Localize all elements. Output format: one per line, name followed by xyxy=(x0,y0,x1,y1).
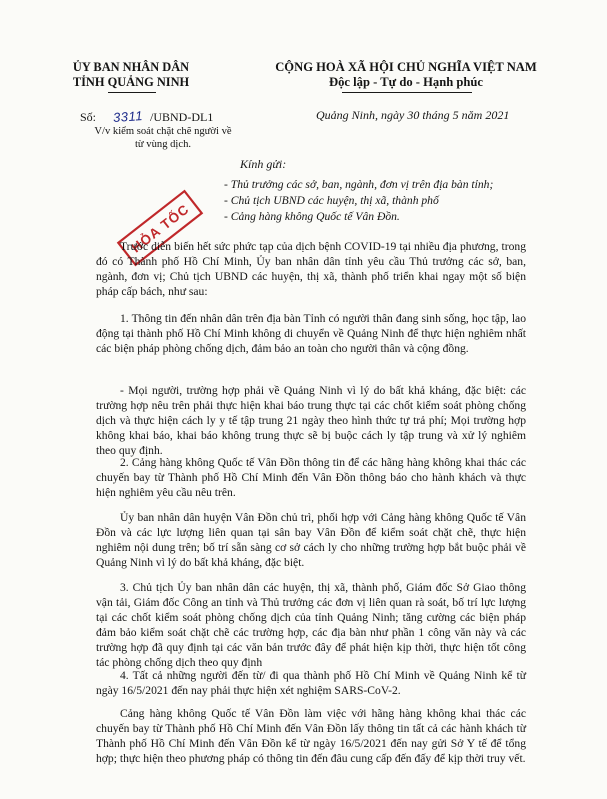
recipient-item: - Cảng hàng không Quốc tế Vân Đồn. xyxy=(224,209,493,225)
issuer-line-1: ỦY BAN NHÂN DÂN xyxy=(72,60,190,74)
issuer-line-2: TỈNH QUẢNG NINH xyxy=(72,75,190,89)
recipient-item: - Thủ trưởng các sở, ban, ngành, đơn vị trên địa bàn tỉnh; xyxy=(224,177,493,193)
subject-line-2: từ vùng dịch. xyxy=(134,139,192,150)
recipient-list xyxy=(224,177,493,225)
subject-line-1: V/v kiểm soát chặt chẽ người về xyxy=(94,126,232,137)
body-paragraph xyxy=(96,239,526,299)
paragraph-text: 4. Tất cả những người đến từ/ đi qua thành phố Hồ Chí Minh về Quảng Ninh kể từ ngày 16/5/2021 đến nay phải thực hiện xét nghiệm SARS-CoV-2. xyxy=(96,669,526,698)
body-paragraph xyxy=(96,383,526,458)
body-paragraph xyxy=(96,311,526,356)
paragraph-text: - Mọi người, trường hợp phải về Quảng Ninh vì lý do bất khả kháng, đặc biệt: các trường hợp nêu trên phải thực hiện khai báo trung thực tại các chốt kiểm soát phòng chống dịch và thực hiện cách ly y tế tập trung 21 ngày theo hình thức tự trả phí; Mọi trường hợp không khai báo, khai báo không trung thực sẽ bị buộc cách ly tập trung và xử lý nghiêm theo quy định. xyxy=(96,384,526,458)
motto-underline xyxy=(342,92,472,93)
body-paragraph xyxy=(96,455,526,500)
body-paragraph xyxy=(96,580,526,671)
body-paragraph xyxy=(96,706,526,766)
place-date: Quảng Ninh, ngày 30 tháng 5 năm 2021 xyxy=(316,108,510,122)
paragraph-text: 2. Cảng hàng không Quốc tế Vân Đồn thông tin để các hãng hàng không khai thác các chuyến bay từ Thành phố Hồ Chí Minh đến Vân Đồn thông báo cho hành khách và thực hiện nghiêm yêu cầu nêu trên. xyxy=(96,456,526,500)
paragraph-text: 3. Chủ tịch Ủy ban nhân dân các huyện, thị xã, thành phố, Giám đốc Sở Giao thông vận tải, Giám đốc Công an tỉnh và Thủ trưởng các đơn vị liên quan rà soát, bố trí lực lượng tại các chốt kiểm soát phòng chống dịch của tỉnh Quảng Ninh; tăng cường các biện pháp đảm bảo kiểm soát chặt chẽ các trường hợp, các địa bàn như phần 1 công văn này và các trường hợp đã quy định tại các văn bản trước đây để phát hiện kịp thời, thực hiện tốt công tác phòng chống dịch theo quy định xyxy=(96,581,526,670)
issuer-underline xyxy=(108,92,156,93)
doc-number-prefix: Số: xyxy=(80,110,97,124)
paragraph-text: Cảng hàng không Quốc tế Vân Đồn làm việc với hãng hàng không khai thác các chuyến bay từ Thành phố Hồ Chí Minh đến Vân Đồn lấy thông tin tất cả các hành khách từ Thành phố Hồ Chí Minh đến Vân Đồn kể từ ngày 16/5/2021 đến nay gửi Sở Y tế để tổng hợp; thực hiện theo phương pháp có thông tin đến đâu cung cấp đến đấy để kịp thời truy vết. xyxy=(96,707,526,766)
paragraph-text: 1. Thông tin đến nhân dân trên địa bàn Tỉnh có người thân đang sinh sống, học tập, lao động tại thành phố Hồ Chí Minh không di chuyển về Quảng Ninh để thực hiện nghiêm nhất các biện pháp phòng chống dịch, đảm bảo an toàn cho người thân và cộng đồng. xyxy=(96,312,526,356)
doc-number-handwritten: 3311 xyxy=(112,107,144,126)
body-paragraph xyxy=(96,668,526,698)
paragraph-text: Trước diễn biến hết sức phức tạp của dịch bệnh COVID-19 tại nhiều địa phương, trong đó có Thành phố Hồ Chí Minh, Ủy ban nhân dân tỉnh yêu cầu Thủ trưởng các sở, ban, ngành, đơn vị; Chủ tịch UBND các huyện, thị xã, thành phố triển khai ngay một số biện pháp cấp bách, như sau: xyxy=(96,240,526,299)
recipient-item: - Chủ tịch UBND các huyện, thị xã, thành phố xyxy=(224,193,493,209)
national-title: CỘNG HOÀ XÃ HỘI CHỦ NGHĨA VIỆT NAM xyxy=(275,60,537,74)
doc-number-suffix: /UBND-DL1 xyxy=(150,110,214,124)
paragraph-text: Ủy ban nhân dân huyện Vân Đồn chủ trì, phối hợp với Cảng hàng không Quốc tế Vân Đồn và các lực lượng liên quan tại sân bay Vân Đồn để kiểm soát chặt chẽ, thực hiện nghiêm nội dung trên; bố trí sẵn sàng cơ sở cách ly cho những trường hợp bắt buộc phải về Quảng Ninh vì lý do bất khả kháng, đặc biệt. xyxy=(96,511,526,570)
body-paragraph xyxy=(96,510,526,570)
svg-text:HỎA TỐC: HỎA TỐC xyxy=(128,201,193,256)
national-motto: Độc lập - Tự do - Hạnh phúc xyxy=(329,75,483,89)
greeting: Kính gửi: xyxy=(240,157,287,171)
